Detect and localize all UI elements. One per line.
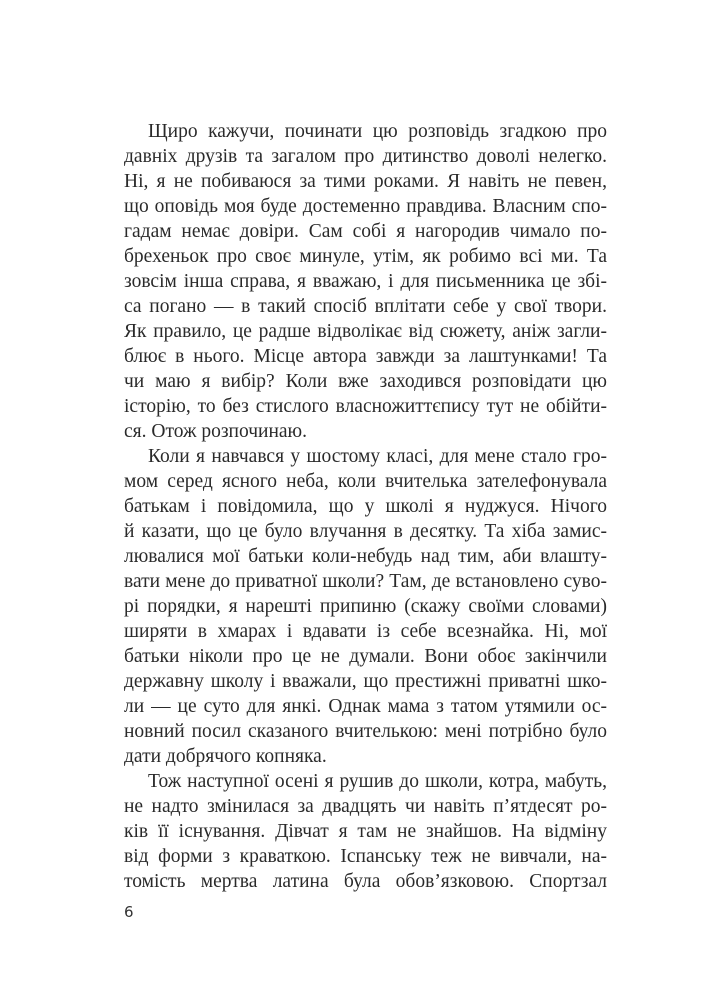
text-line: що оповідь моя буде достеменно правдива. Власним спо- <box>124 196 607 218</box>
text-line: ширяти в хмарах і вдавати із себе всезнайка. Ні, мої <box>124 621 607 643</box>
text-line: томість мертва латина була обов’язковою. Спортзал <box>124 871 607 893</box>
paragraph <box>124 769 607 894</box>
text-line: батьки ніколи про це не думали. Вони обоє закінчили <box>124 646 607 668</box>
text-line: новний посил сказаного вчителькою: мені потрібно було <box>124 721 607 743</box>
text-line: мом серед ясного неба, коли вчителька зателефонувала <box>124 471 607 493</box>
text-line: історію, то без стислого власножиттєпису тут не обійти- <box>124 396 607 418</box>
paragraph <box>124 444 607 769</box>
text-line: блює в нього. Місце автора завжди за лаштунками! Та <box>124 346 607 368</box>
text-line: лювалися мої батьки коли-небудь над тим, аби влашту- <box>124 546 607 568</box>
text-line: батькам і повідомила, що у школі я нуджуся. Нічого <box>124 496 607 518</box>
text-line: ків її існування. Дівчат я там не знайшов. На відміну <box>124 821 607 843</box>
text-line: ся. Отож розпочинаю. <box>124 421 307 443</box>
text-line: зовсім інша справа, я вважаю, і для письменника це збі- <box>124 271 607 293</box>
text-line: й казати, що це було влучання в десятку. Та хіба замис- <box>124 521 607 543</box>
text-line: Щиро кажучи, починати цю розповідь згадкою про <box>148 121 607 142</box>
text-line: Тож наступної осені я рушив до школи, котра, мабуть, <box>148 771 607 793</box>
text-line: давніх друзів та загалом про дитинство доволі нелегко. <box>124 146 607 168</box>
text-line: дати добрячого копняка. <box>124 746 327 768</box>
text-line: від форми з краваткою. Іспанську теж не вивчали, на- <box>124 846 607 868</box>
text-line: Коли я навчався у шостому класі, для мене стало гро- <box>148 446 607 468</box>
text-line: ли — це суто для янкі. Однак мама з татом утямили ос- <box>124 696 607 718</box>
text-line: Ні, я не побиваюся за тими роками. Я навіть не певен, <box>124 171 607 193</box>
page-number: 6 <box>124 903 134 921</box>
text-line: Як правило, це радше відволікає від сюжету, аніж загли- <box>124 321 607 343</box>
text-line: гадам немає довіри. Сам собі я нагородив чимало по- <box>124 221 607 243</box>
text-line: рі порядки, я нарешті припиню (скажу своїми словами) <box>124 596 607 618</box>
text-line: вати мене до приватної школи? Там, де встановлено суво- <box>124 571 607 593</box>
text-line: брехеньок про своє минуле, утім, як робимо всі ми. Та <box>124 246 607 268</box>
text-line: державну школу і вважали, що престижні приватні шко- <box>124 671 607 693</box>
text-line: са погано — в такий спосіб вплітати себе у свої твори. <box>124 296 607 318</box>
paragraph <box>124 119 607 444</box>
text-line: чи маю я вибір? Коли вже заходився розповідати цю <box>124 371 607 393</box>
book-page-text <box>124 119 607 894</box>
text-line: не надто змінилася за двадцять чи навіть п’ятдесят ро- <box>124 796 607 818</box>
